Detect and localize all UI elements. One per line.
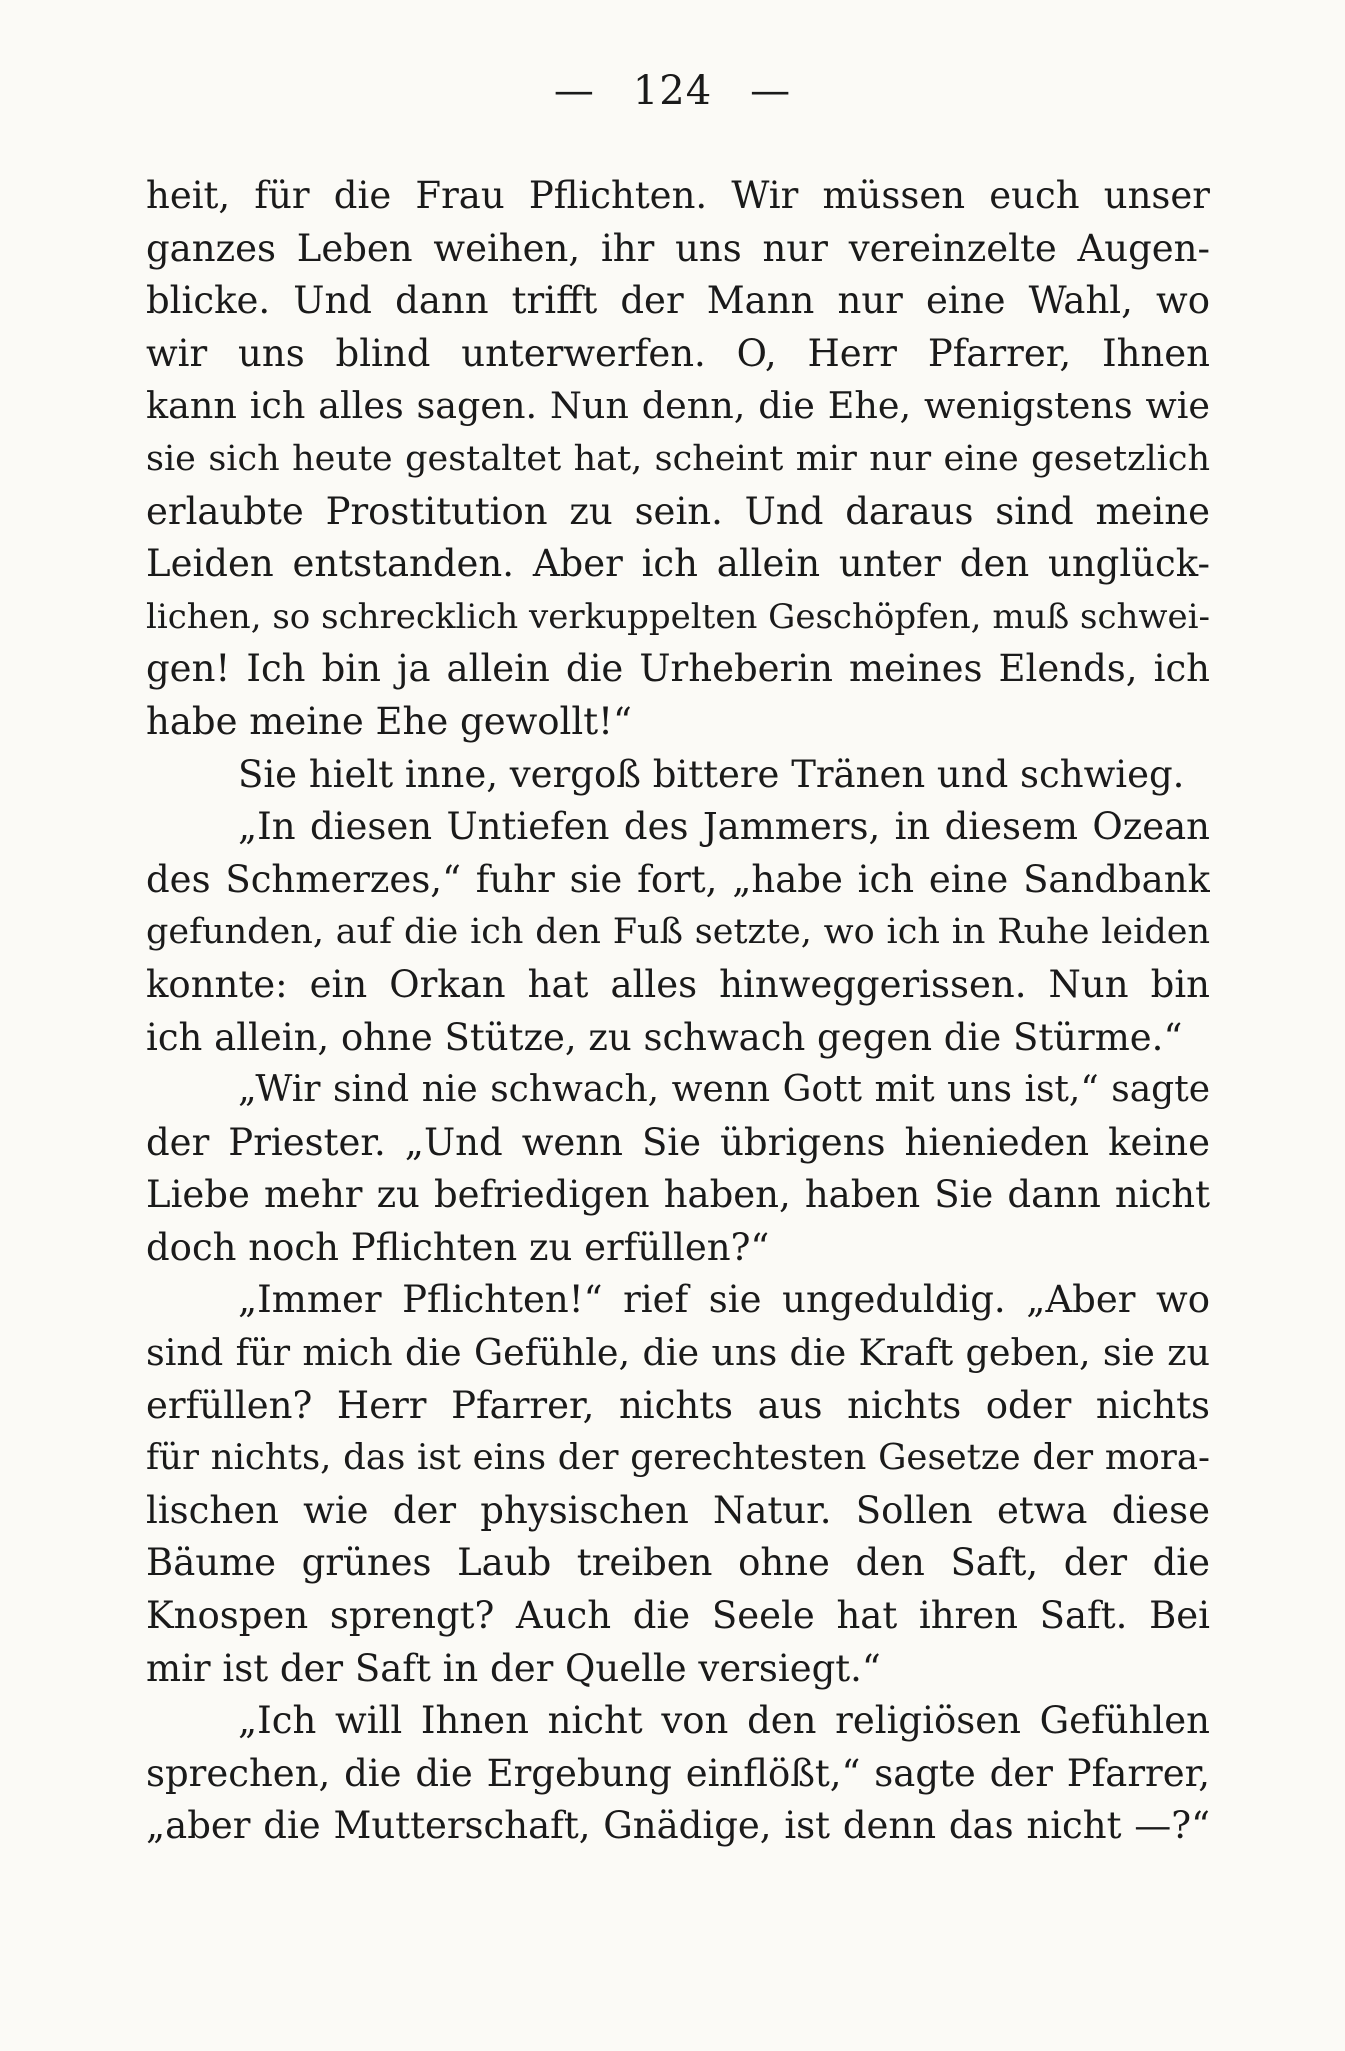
page-number bbox=[0, 66, 1345, 116]
text-line: erfüllen? Herr Pfarrer, nichts aus nichts oder nichts bbox=[146, 1383, 1210, 1427]
text-line: lischen wie der physischen Natur. Sollen etwa diese bbox=[146, 1488, 1210, 1532]
text-line: Liebe mehr zu befriedigen haben, haben Sie dann nicht bbox=[146, 1173, 1210, 1217]
text-line: wir uns blind unterwerfen. O, Herr Pfarrer, Ihnen bbox=[146, 331, 1210, 375]
text-line-paragraph-start: „Ich will Ihnen nicht von den religiösen Gefühlen bbox=[238, 1699, 1210, 1743]
text-line: sind für mich die Gefühle, die uns die Kraft geben, sie zu bbox=[146, 1331, 1210, 1375]
text-line-paragraph-end: doch noch Pflichten zu erfüllen?“ bbox=[146, 1225, 770, 1269]
text-line: „aber die Mutterschaft, Gnädige, ist denn das nicht —?“ bbox=[146, 1804, 1210, 1848]
text-line: blicke. Und dann trifft der Mann nur eine Wahl, wo bbox=[146, 279, 1210, 323]
text-line: gen! Ich bin ja allein die Urheberin meines Elends, ich bbox=[146, 647, 1210, 691]
text-line-paragraph-end: habe meine Ehe gewollt!“ bbox=[146, 699, 632, 743]
text-line: ganzes Leben weihen, ihr uns nur vereinzelte Augen- bbox=[146, 226, 1210, 270]
text-line: sprechen, die die Ergebung einflößt,“ sagte der Pfarrer, bbox=[146, 1751, 1210, 1795]
text-line: lichen, so schrecklich verkuppelten Geschöpfen, muß schwei- bbox=[146, 596, 1210, 637]
text-line: sie sich heute gestaltet hat, scheint mir nur eine gesetzlich bbox=[146, 438, 1210, 479]
text-line-paragraph-start: „Wir sind nie schwach, wenn Gott mit uns ist,“ sagte bbox=[238, 1069, 1210, 1111]
text-line: Leiden entstanden. Aber ich allein unter den unglück- bbox=[146, 542, 1210, 586]
text-line: erlaubte Prostitution zu sein. Und daraus sind meine bbox=[146, 489, 1210, 533]
text-line: konnte: ein Orkan hat alles hinweggerissen. Nun bin bbox=[146, 962, 1210, 1006]
text-line: kann ich alles sagen. Nun denn, die Ehe, wenigstens wie bbox=[146, 384, 1210, 428]
text-line: der Priester. „Und wenn Sie übrigens hienieden keine bbox=[146, 1120, 1210, 1164]
text-line: Knospen sprengt? Auch die Seele hat ihren Saft. Bei bbox=[146, 1594, 1210, 1638]
text-line-paragraph-start: „Immer Pflichten!“ rief sie ungeduldig. „Aber wo bbox=[238, 1278, 1210, 1322]
text-line: heit, für die Frau Pflichten. Wir müssen euch unser bbox=[146, 174, 1210, 217]
text-line: für nichts, das ist eins der gerechtesten Gesetze der mora- bbox=[146, 1437, 1210, 1479]
page-number-value: 124 bbox=[632, 68, 713, 114]
text-line: gefunden, auf die ich den Fuß setzte, wo ich in Ruhe leiden bbox=[146, 912, 1210, 953]
page-number-dash-left: — bbox=[553, 68, 595, 114]
body-text bbox=[146, 170, 1210, 1853]
text-line-paragraph-start: „In diesen Untiefen des Jammers, in diesem Ozean bbox=[238, 805, 1210, 849]
text-line-paragraph-end: mir ist der Saft in der Quelle versiegt.“ bbox=[146, 1646, 881, 1690]
text-line: Bäume grünes Laub treiben ohne den Saft, der die bbox=[146, 1541, 1210, 1585]
page-number-dash-right: — bbox=[750, 68, 792, 114]
text-line: des Schmerzes,“ fuhr sie fort, „habe ich eine Sandbank bbox=[146, 857, 1210, 901]
text-line-paragraph-end: ich allein, ohne Stütze, zu schwach gegen die Stürme.“ bbox=[146, 1015, 1183, 1059]
text-line-paragraph-start: Sie hielt inne, vergoß bittere Tränen und schwieg. bbox=[238, 752, 1185, 796]
